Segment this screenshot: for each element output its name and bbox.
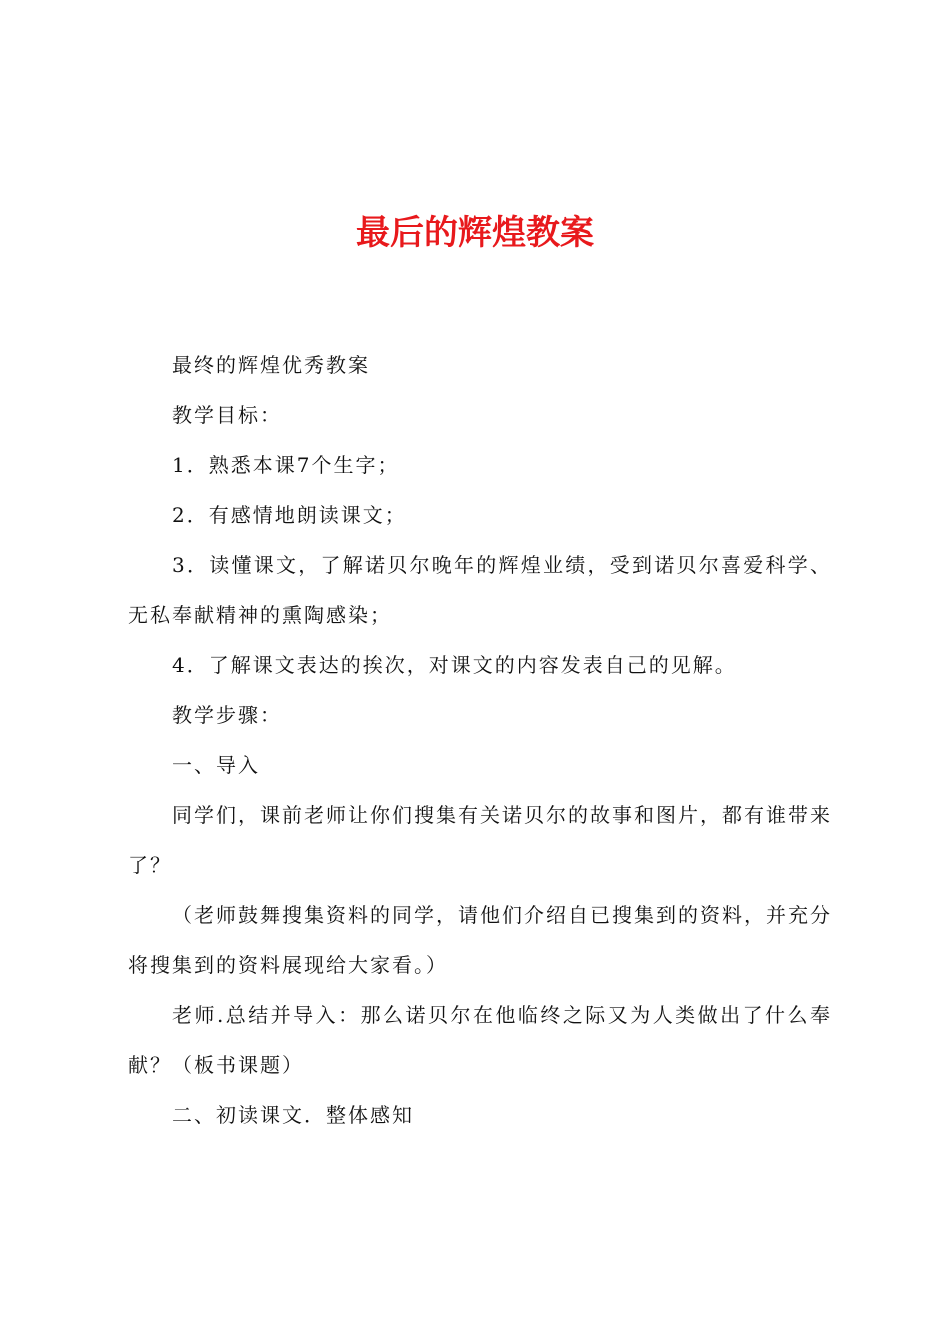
paragraph-objective-4: 4．了解课文表达的挨次，对课文的内容发表自己的见解。 [172,653,737,677]
paragraph-objectives-heading: 教学目标： [172,403,282,427]
document-title: 最后的辉煌教案 [356,213,594,253]
paragraph-section-1-heading: 一、导入 [172,753,260,777]
paragraph-teacher-note: （老师鼓舞搜集资料的同学，请他们介绍自已搜集到的资料，并充分将搜集到的资料展现给大家看。） [128,903,832,977]
paragraph-teacher-summary: 老师.总结并导入：那么诺贝尔在他临终之际又为人类做出了什么奉献？（板书课题） [128,1003,832,1077]
paragraph-steps-heading: 教学步骤： [172,703,282,727]
paragraph-subtitle: 最终的辉煌优秀教案 [172,353,370,377]
paragraph-section-2-heading: 二、初读课文．整体感知 [172,1103,414,1127]
paragraph-objective-3: 3．读懂课文，了解诺贝尔晚年的辉煌业绩，受到诺贝尔喜爱科学、无私奉献精神的熏陶感染； [128,553,832,627]
document-body [128,340,832,1140]
paragraph-objective-2: 2．有感情地朗读课文； [172,503,407,527]
paragraph-objective-1: 1．熟悉本课7个生字； [172,453,400,477]
paragraph-intro-question: 同学们，课前老师让你们搜集有关诺贝尔的故事和图片，都有谁带来了？ [128,803,832,877]
